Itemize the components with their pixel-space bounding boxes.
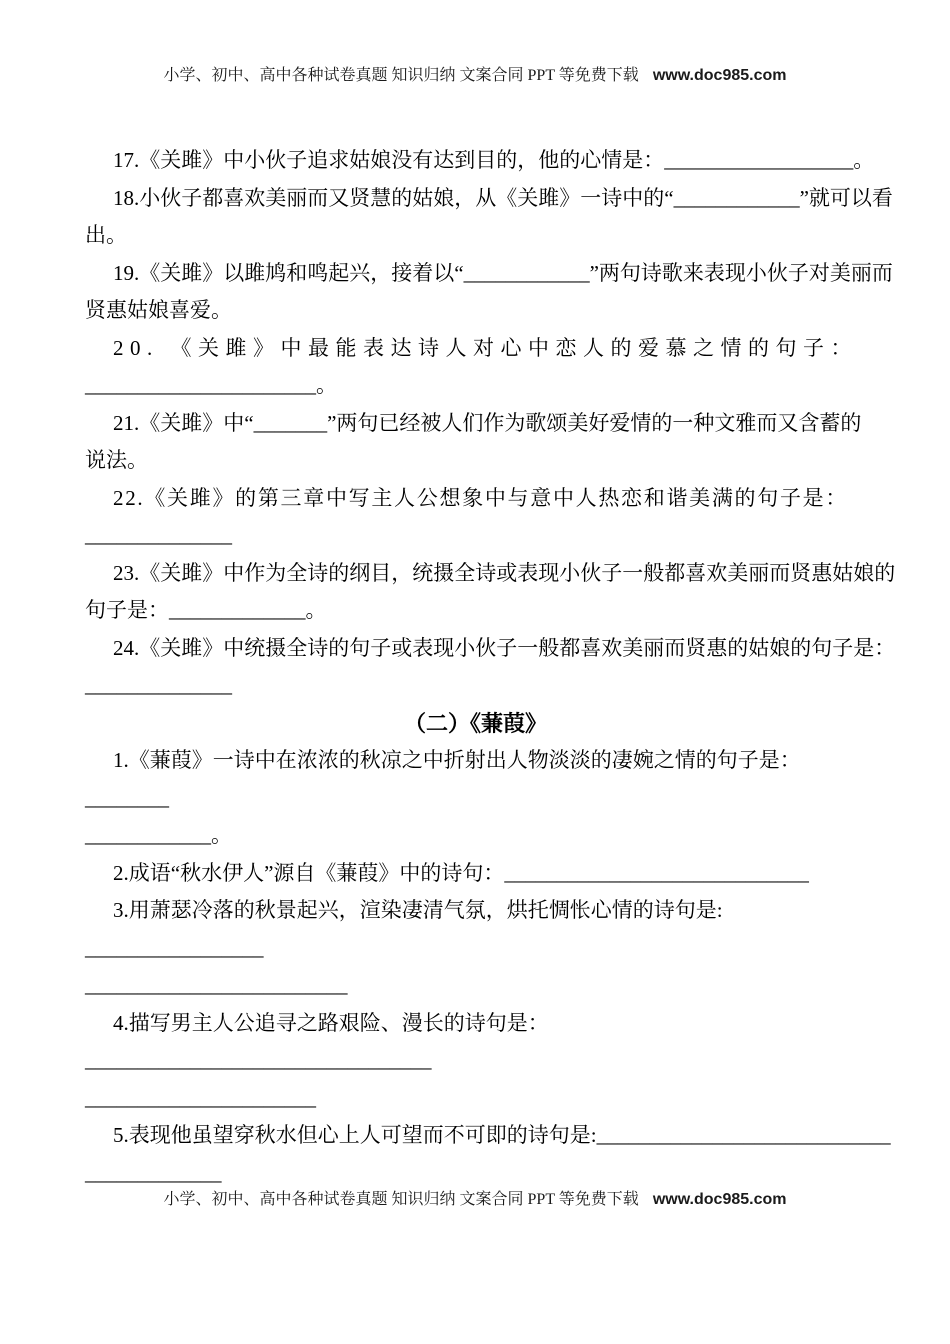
question-22-text: 22.《关雎》的第三章中写主人公想象中与意中人热恋和谐美满的句子是： xyxy=(113,485,849,510)
question-19-text-post: ”两句诗歌来表现小伙子对美丽而 xyxy=(589,260,893,285)
section2-q4-line3 xyxy=(85,1080,866,1118)
section2-q4-text: 4.描写男主人公追寻之路艰险、漫长的诗句是： xyxy=(113,1010,549,1035)
section2-q5-answer-blank-1: ____________________________ xyxy=(596,1123,891,1147)
question-21-text-pre: 21.《关雎》中“ xyxy=(113,410,254,435)
question-24-line1 xyxy=(85,630,896,668)
question-18-text-post: ”就可以看 xyxy=(799,185,893,210)
section2-q4-line1 xyxy=(85,1005,866,1043)
question-23-period: 。 xyxy=(305,598,327,622)
page-footer xyxy=(0,1190,950,1210)
question-18-answer-blank: ____________ xyxy=(673,185,800,210)
question-24-answer-blank: ______________ xyxy=(85,673,232,697)
section2-q2-text: 2.成语“秋水伊人”源自《蒹葭》中的诗句： xyxy=(113,860,505,885)
section2-q4-answer-blank-1: _________________________________ xyxy=(85,1048,432,1072)
question-18-text-pre: 18.小伙子都喜欢美丽而又贤慧的姑娘，从《关雎》一诗中的“ xyxy=(113,185,674,210)
section2-q4-line2 xyxy=(85,1042,866,1080)
section2-q1-answer-blank-1: ________ xyxy=(85,785,169,810)
question-23-text: 23.《关雎》中作为全诗的纲目，统摄全诗或表现小伙子一般都喜欢美丽而贤惠姑娘的 xyxy=(113,560,896,585)
question-20-line2 xyxy=(85,367,866,405)
question-21-answer-blank: _______ xyxy=(253,410,328,435)
question-17-answer-blank: __________________ xyxy=(664,148,854,172)
section2-q3-line2 xyxy=(85,930,866,968)
question-17 xyxy=(85,142,875,180)
question-21-text-post: ”两句已经被人们作为歌颂美好爱情的一种文雅而又含蓄的 xyxy=(327,410,862,435)
question-19-line2 xyxy=(85,292,866,330)
question-23-text-cont: 句子是： xyxy=(85,598,169,622)
section2-q3-line3 xyxy=(85,967,866,1005)
section2-q5-answer-blank-2: _____________ xyxy=(85,1160,222,1185)
section2-q1-answer-blank-2: ____________ xyxy=(85,823,211,847)
document-body xyxy=(85,142,896,1192)
section2-q3-answer-blank-2: _________________________ xyxy=(85,973,348,997)
section2-q1-line3 xyxy=(85,817,866,855)
section2-q3-text: 3.用萧瑟冷落的秋景起兴，渲染凄清气氛，烘托惆怅心情的诗句是: xyxy=(113,898,723,922)
question-21-line1 xyxy=(85,405,866,443)
question-22-line2 xyxy=(85,517,866,555)
question-18-line2 xyxy=(85,217,866,255)
question-19-text-pre: 19.《关雎》以雎鸠和鸣起兴，接着以“ xyxy=(113,260,464,285)
footer-site-url: www.doc985.com xyxy=(652,1191,787,1208)
question-24-text: 24.《关雎》中统摄全诗的句子或表现小伙子一般都喜欢美丽而贤惠的姑娘的句子是： xyxy=(113,635,896,660)
question-18-line1 xyxy=(85,180,893,218)
question-21-text-cont: 说法。 xyxy=(85,448,148,472)
question-20-period: 。 xyxy=(316,373,337,397)
question-22-answer-blank: ______________ xyxy=(85,523,232,547)
section2-q4-answer-blank-2: ______________________ xyxy=(85,1085,316,1110)
question-20-answer-blank: ______________________ xyxy=(85,373,316,397)
question-23-line1 xyxy=(85,555,896,593)
question-17-period: 。 xyxy=(853,148,875,172)
section2-q2-answer-blank: _____________________________ xyxy=(504,860,809,885)
section-2-title: （二）《蒹葭》 xyxy=(403,710,547,736)
question-17-text: 17.《关雎》中小伙子追求姑娘没有达到目的，他的心情是： xyxy=(113,148,665,172)
question-23-answer-blank: _____________ xyxy=(169,598,306,622)
section2-q3-line1 xyxy=(85,892,866,930)
header-site-url: www.doc985.com xyxy=(652,67,787,84)
question-19-line1 xyxy=(85,255,893,293)
question-21-line2 xyxy=(85,442,866,480)
section2-q3-answer-blank-1: _________________ xyxy=(85,935,264,960)
section2-q5-text: 5.表现他虽望穿秋水但心上人可望而不可即的诗句是: xyxy=(113,1123,597,1147)
question-23-line2 xyxy=(85,592,866,630)
section2-q1-line2 xyxy=(85,780,866,818)
question-22-line1 xyxy=(85,480,866,518)
question-24-line2 xyxy=(85,667,866,705)
footer-promo-text: 小学、初中、高中各种试卷真题 知识归纳 文案合同 PPT 等免费下载 xyxy=(163,1191,639,1208)
question-19-answer-blank: ____________ xyxy=(463,260,590,285)
question-20-text: 20. 《关雎》中最能表达诗人对心中恋人的爱慕之情的句子： xyxy=(113,335,858,360)
header-promo-text: 小学、初中、高中各种试卷真题 知识归纳 文案合同 PPT 等免费下载 xyxy=(163,67,639,84)
question-20-line1 xyxy=(85,330,866,368)
section-2-heading xyxy=(85,705,866,743)
section2-q2-line1 xyxy=(85,855,866,893)
section2-q1-period: 。 xyxy=(211,823,232,847)
question-18-text-cont: 出。 xyxy=(85,223,127,247)
page-header xyxy=(0,66,950,86)
section2-q5-line1 xyxy=(85,1117,891,1155)
section2-q5-line2 xyxy=(85,1155,866,1193)
section2-q1-text: 1.《蒹葭》一诗中在浓浓的秋凉之中折射出人物淡淡的凄婉之情的句子是： xyxy=(113,748,801,772)
question-19-text-cont: 贤惠姑娘喜爱。 xyxy=(85,298,232,322)
section2-q1-line1 xyxy=(85,742,866,780)
